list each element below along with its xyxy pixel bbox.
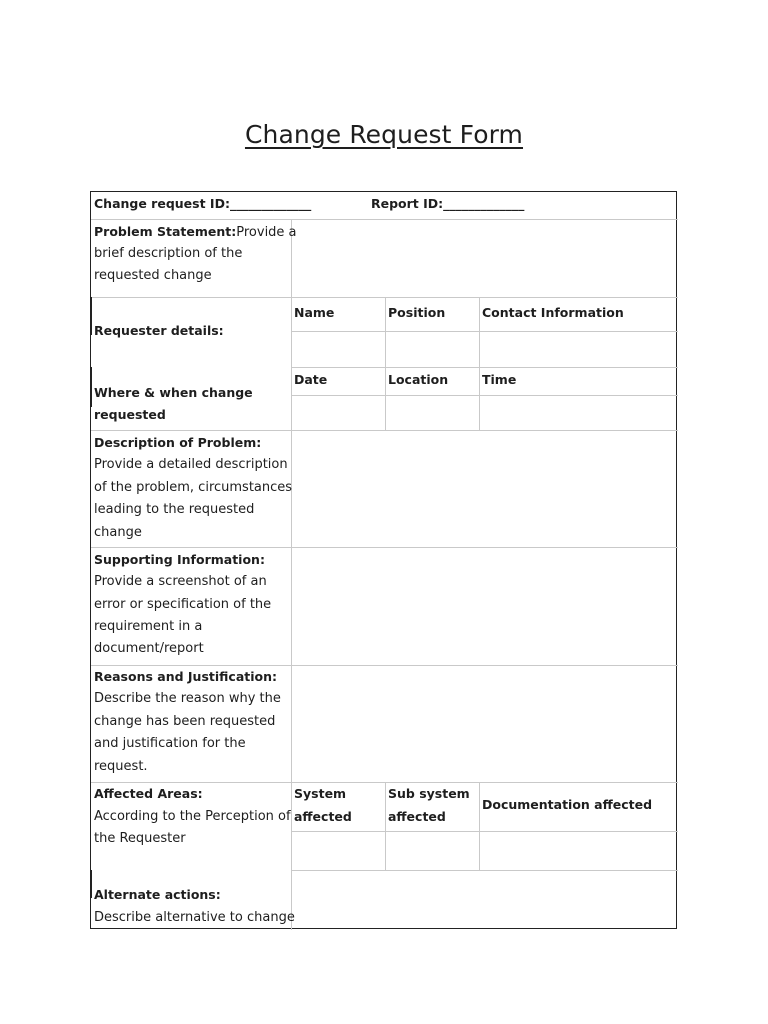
row-divider (291, 367, 678, 368)
system-affected-header: affected (294, 809, 352, 824)
where-when-label: requested (94, 407, 166, 422)
requester-contact-header: Contact Information (482, 305, 624, 320)
problem-statement-desc: Provide a (236, 225, 297, 240)
supporting-input[interactable] (292, 548, 678, 665)
supporting-label: Supporting Information: (94, 552, 265, 567)
reasons-desc: Describe the reason why the (94, 691, 281, 706)
description-desc: change (94, 525, 142, 540)
subsystem-affected-header: Sub system (388, 786, 470, 801)
supporting-desc: document/report (94, 641, 204, 656)
description-desc: leading to the requested (94, 502, 255, 517)
requester-position-header: Position (388, 305, 446, 320)
supporting-desc: error or specification of the (94, 597, 272, 612)
alternate-actions-label: Alternate actions: (94, 887, 221, 902)
affected-areas-desc: the Requester (94, 831, 186, 846)
where-when-label: Where & when change (94, 385, 253, 400)
subsystem-affected-input[interactable] (386, 832, 479, 870)
reasons-input[interactable] (292, 666, 678, 782)
requester-details-label: Requester details: (94, 323, 224, 338)
location-input[interactable] (386, 396, 479, 430)
reasons-label: Reasons and Justification: (94, 669, 277, 684)
change-request-form (90, 191, 677, 929)
problem-statement-input[interactable] (292, 220, 678, 297)
edge-mark (91, 367, 92, 407)
reasons-desc: change has been requested (94, 714, 276, 729)
description-desc: Provide a detailed description (94, 457, 288, 472)
edge-mark (91, 297, 92, 335)
requester-name-input[interactable] (292, 332, 385, 367)
alternate-actions-desc: Describe alternative to change (94, 910, 295, 925)
alternate-actions-input[interactable] (292, 871, 678, 929)
description-label: Description of Problem: (94, 435, 262, 450)
problem-statement-label-line (94, 221, 297, 245)
report-id-field[interactable]: Report ID:_____________ (371, 196, 525, 211)
supporting-desc: Provide a screenshot of an (94, 574, 267, 589)
requester-contact-input[interactable] (480, 332, 678, 367)
edge-mark (91, 870, 92, 898)
time-input[interactable] (480, 396, 678, 430)
location-header: Location (388, 372, 449, 387)
supporting-desc: requirement in a (94, 619, 203, 634)
affected-areas-desc: According to the Perception of (94, 809, 291, 824)
page-title: Change Request Form (244, 120, 524, 149)
time-header: Time (482, 372, 517, 387)
date-input[interactable] (292, 396, 385, 430)
system-affected-header: System (294, 786, 347, 801)
system-affected-input[interactable] (292, 832, 385, 870)
documentation-affected-input[interactable] (480, 832, 678, 870)
problem-statement-desc: brief description of the (94, 246, 243, 261)
subsystem-affected-header: affected (388, 809, 446, 824)
reasons-desc: request. (94, 759, 148, 774)
description-input[interactable] (292, 431, 678, 547)
problem-statement-desc: requested change (94, 268, 212, 283)
affected-areas-label: Affected Areas: (94, 786, 203, 801)
requester-name-header: Name (294, 305, 335, 320)
problem-statement-label: Problem Statement: (94, 224, 237, 239)
change-request-id-field[interactable]: Change request ID:_____________ (94, 196, 312, 211)
date-header: Date (294, 372, 328, 387)
requester-position-input[interactable] (386, 332, 479, 367)
reasons-desc: and justification for the (94, 736, 246, 751)
description-desc: of the problem, circumstances (94, 480, 293, 495)
documentation-affected-header: Documentation affected (482, 797, 653, 812)
